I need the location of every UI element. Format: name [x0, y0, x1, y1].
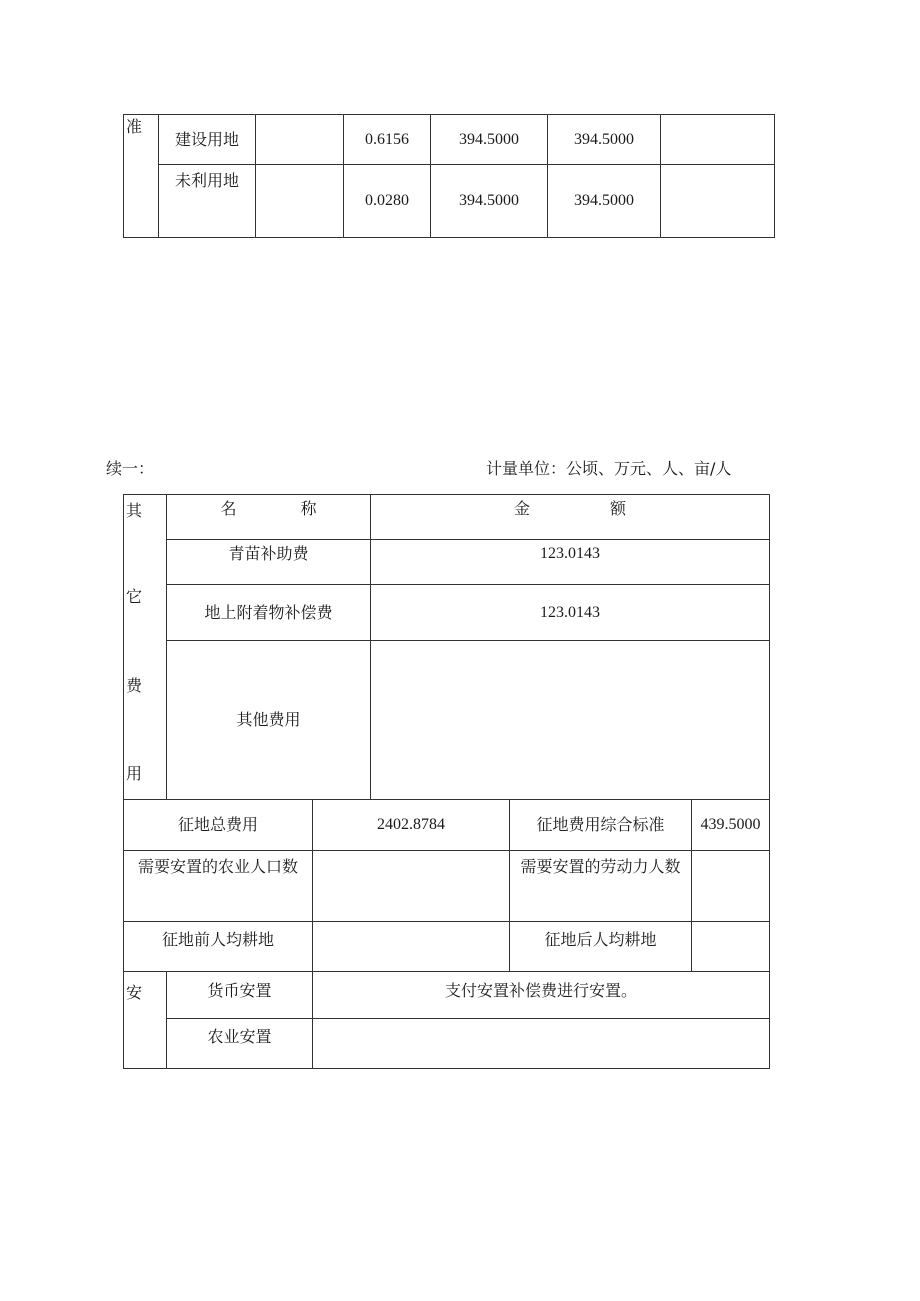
side-char: 费 [126, 676, 143, 695]
total-cost-value: 2402.8784 [313, 800, 510, 851]
agri-population-value [313, 851, 510, 922]
amount-header [371, 495, 770, 540]
before-arable-label: 征地前人均耕地 [124, 922, 313, 972]
table-cell [256, 115, 344, 165]
standard-value: 439.5000 [692, 800, 770, 851]
before-arable-value [313, 922, 510, 972]
header-char: 名 [220, 499, 237, 518]
table-cell [661, 115, 775, 165]
total-cost-label: 征地总费用 [124, 800, 313, 851]
settlement-type: 货币安置 [167, 972, 313, 1019]
table-row [124, 540, 770, 585]
side-char: 用 [126, 764, 143, 783]
name-header [167, 495, 371, 540]
header-char: 额 [610, 499, 627, 518]
standard-label: 征地费用综合标准 [510, 800, 692, 851]
area-value: 0.6156 [344, 115, 431, 165]
unit-label: 计量单位：公顷、万元、人、亩/人 [486, 459, 732, 478]
settlement-desc [313, 1019, 770, 1069]
table-cell [256, 165, 344, 238]
table-row [124, 851, 770, 922]
after-arable-label: 征地后人均耕地 [510, 922, 692, 972]
other-fees-side-label [124, 495, 167, 800]
fee-amount: 123.0143 [371, 540, 770, 585]
settlement-desc: 支付安置补偿费进行安置。 [313, 972, 770, 1019]
table-cell [661, 165, 775, 238]
area-value: 0.0280 [344, 165, 431, 238]
after-arable-value [692, 922, 770, 972]
price-value: 394.5000 [548, 115, 661, 165]
fee-name: 其他费用 [167, 641, 371, 800]
land-price-table [123, 114, 775, 238]
header-char: 金 [513, 499, 530, 518]
table-row [124, 641, 770, 800]
settlement-side-label: 安 [124, 972, 167, 1069]
labor-count-label: 需要安置的劳动力人数 [510, 851, 692, 922]
land-type-label: 建设用地 [159, 115, 256, 165]
table-row [124, 800, 770, 851]
settlement-type: 农业安置 [167, 1019, 313, 1069]
fee-amount: 123.0143 [371, 585, 770, 641]
fee-amount [371, 641, 770, 800]
fee-name: 青苗补助费 [167, 540, 371, 585]
agri-population-label: 需要安置的农业人口数 [124, 851, 313, 922]
side-char: 它 [126, 587, 143, 606]
table-row [124, 165, 775, 238]
table-row [124, 1019, 770, 1069]
header-char: 称 [300, 499, 317, 518]
fee-name: 地上附着物补偿费 [167, 585, 371, 641]
table-row [124, 972, 770, 1019]
table-row [124, 585, 770, 641]
land-type-label: 未利用地 [159, 165, 256, 238]
price-value: 394.5000 [431, 115, 548, 165]
price-value: 394.5000 [548, 165, 661, 238]
table-row [124, 922, 770, 972]
table-row [124, 495, 770, 540]
side-char: 其 [126, 501, 143, 520]
expense-table [123, 494, 770, 1069]
standard-side-label: 准 [124, 115, 159, 238]
price-value: 394.5000 [431, 165, 548, 238]
labor-count-value [692, 851, 770, 922]
continuation-label: 续一： [106, 459, 155, 478]
table-row [124, 115, 775, 165]
